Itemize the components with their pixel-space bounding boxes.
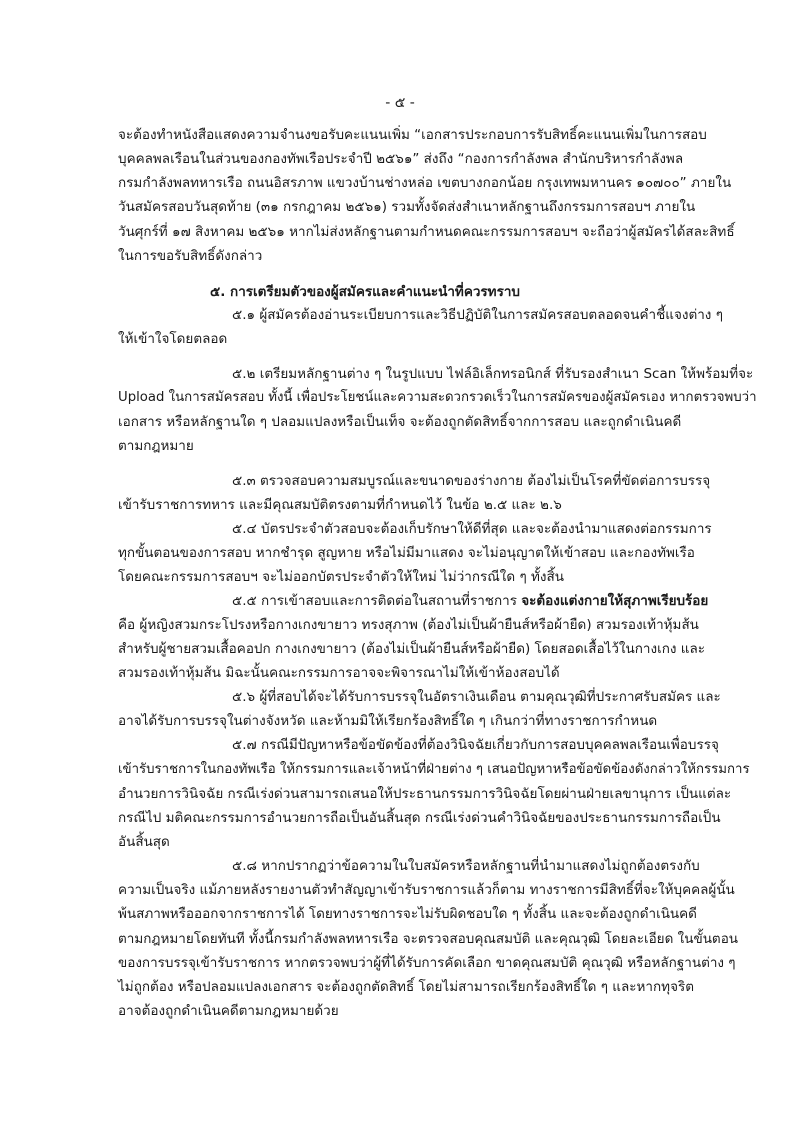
item-5-5-line: คือ ผู้หญิงสวมกระโปรงหรือกางเกงขายาว ทรงสุภาพ (ต้องไม่เป็นผ้ายืนส์หรือผ้ายืด) สวมรองเท้าหุ้มส้น — [118, 616, 699, 633]
item-5-8-line: ๕.๘ หากปรากฏว่าข้อความในใบสมัครหรือหลักฐานที่นำมาแสดงไม่ถูกต้องตรงกับ — [232, 858, 700, 875]
item-5-8-line: ความเป็นจริง แม้ภายหลังรายงานตัวทำสัญญาเข้ารับราชการแล้วก็ตาม ทางราชการมีสิทธิ์ที่จะให้บุคคลผู้นั้น — [118, 882, 735, 899]
intro-line: ในการขอรับสิทธิ์ดังกล่าว — [118, 247, 263, 264]
item-5-4-line: ทุกขั้นตอนของการสอบ หากชำรุด สูญหาย หรือไม่มีมาแสดง จะไม่อนุญาตให้เข้าสอบ และกองทัพเรือ — [118, 545, 695, 562]
item-5-8-line: ตามกฎหมายโดยทันที ทั้งนี้กรมกำลังพลทหารเรือ จะตรวจสอบคุณสมบัติ และคุณวุฒิ โดยละเอียด ในขั้นตอน — [118, 930, 739, 947]
item-5-5-first-line — [232, 590, 708, 612]
item-5-2-line: ตามกฎหมาย — [118, 438, 194, 455]
intro-line: จะต้องทำหนังสือแสดงความจำนงขอรับคะแนนเพิ่ม “เอกสารประกอบการรับสิทธิ์คะแนนเพิ่มในการสอบ — [118, 127, 707, 143]
item-5-1-line: ให้เข้าใจโดยตลอด — [118, 331, 228, 347]
intro-line: บุคคลพลเรือนในส่วนของกองทัพเรือประจำปี ๒๕๖๑” ส่งถึง “กองการกำลังพล สำนักบริหารกำลังพล — [118, 151, 684, 168]
intro-line: วันศุกร์ที่ ๑๗ สิงหาคม ๒๕๖๑ หากไม่ส่งหลักฐานตามกำหนดคณะกรรมการสอบฯ จะถือว่าผู้สมัครได้สละสิทธิ์ — [118, 223, 735, 240]
item-5-1-line: ๕.๑ ผู้สมัครต้องอ่านระเบียบการและวิธีปฏิบัติในการสมัครสอบตลอดจนคำชี้แจงต่าง ๆ — [232, 306, 723, 323]
item-5-7-line: กรณีไป มติคณะกรรมการอำนวยการถือเป็นอันสิ้นสุด กรณีเร่งด่วนคำวินิจฉัยของประธานกรรมการถือเป็น — [118, 809, 721, 826]
item-5-8-line: ไม่ถูกต้อง หรือปลอมแปลงเอกสาร จะต้องถูกตัดสิทธิ์ โดยไม่สามารถเรียกร้องสิทธิ์ใด ๆ และหากทุจริต — [118, 978, 694, 995]
item-5-3-line: ๕.๓ ตรวจสอบความสมบูรณ์และขนาดของร่างกาย ต้องไม่เป็นโรคที่ขัดต่อการบรรจุ — [232, 472, 711, 489]
item-5-5-emphasis: จะต้องแต่งกายให้สุภาพเรียบร้อย — [521, 592, 709, 609]
item-5-5-text: ๕.๕ การเข้าสอบและการติดต่อในสถานที่ราชการ — [232, 592, 522, 609]
item-5-7-line: อันสิ้นสุด — [118, 834, 170, 851]
item-5-7-line: อำนวยการวินิจฉัย กรณีเร่งด่วนสามารถเสนอให้ประธานกรรมการวินิจฉัยโดยผ่านฝ่ายเลขานุการ เป็นแต่ละ — [118, 785, 732, 802]
item-5-4-line: ๕.๔ บัตรประจำตัวสอบจะต้องเก็บรักษาให้ดีที่สุด และจะต้องนำมาแสดงต่อกรรมการ — [232, 521, 712, 537]
item-5-5-line: สวมรองเท้าหุ้มส้น มิฉะนั้นคณะกรรมการอาจจะพิจารณาไม่ให้เข้าห้องสอบได้ — [118, 665, 560, 682]
page-number: - ๕ - — [385, 95, 415, 111]
item-5-7-line: เข้ารับราชการในกองทัพเรือ ให้กรรมการและเจ้าหน้าที่ฝ่ายต่าง ๆ เสนอปัญหาหรือข้อขัดข้องดังกล่าวให้กรรมการ — [118, 761, 750, 777]
intro-line: กรมกำลังพลทหารเรือ ถนนอิสรภาพ แขวงบ้านช่างหล่อ เขตบางกอกน้อย กรุงเทพมหานคร ๑๐๗๐๐” ภายใน — [118, 175, 732, 192]
item-5-7-line: ๕.๗ กรณีมีปัญหาหรือข้อขัดข้องที่ต้องวินิจฉัยเกี่ยวกับการสอบบุคคลพลเรือนเพื่อบรรจุ — [232, 737, 719, 754]
item-5-3-line: เข้ารับราชการทหาร และมีคุณสมบัติตรงตามที่กำหนดไว้ ในข้อ ๒.๕ และ ๒.๖ — [118, 496, 562, 513]
item-5-8-line: ของการบรรจุเข้ารับราชการ หากตรวจพบว่าผู้ที่ได้รับการคัดเลือก ขาดคุณสมบัติ คุณวุฒิ หรือหลักฐานต่าง ๆ — [118, 954, 736, 971]
intro-line: วันสมัครสอบวันสุดท้าย (๓๑ กรกฎาคม ๒๕๖๑) รวมทั้งจัดส่งสำเนาหลักฐานถึงกรรมการสอบฯ ภายใน — [118, 199, 696, 216]
item-5-4-line: โดยคณะกรรมการสอบฯ จะไม่ออกบัตรประจำตัวให้ใหม่ ไม่ว่ากรณีใด ๆ ทั้งสิ้น — [118, 569, 564, 586]
item-5-8-line: พ้นสภาพหรือออกจากราชการได้ โดยทางราชการจะไม่รับผิดชอบใด ๆ ทั้งสิ้น และจะต้องถูกดำเนินคดี — [118, 906, 697, 923]
item-5-2-line: Upload ในการสมัครสอบ ทั้งนี้ เพื่อประโยชน์และความสะดวกรวดเร็วในการสมัครของผู้สมัครเอง หากตรวจพบว่า — [118, 390, 757, 406]
section-heading: ๕. การเตรียมตัวของผู้สมัครและคำแนะนำที่ควรทราบ — [210, 283, 520, 300]
item-5-6-line: อาจได้รับการบรรจุในต่างจังหวัด และห้ามมิให้เรียกร้องสิทธิ์ใด ๆ เกินกว่าที่ทางราชการกำหนด — [118, 713, 658, 730]
item-5-5-line: สำหรับผู้ชายสวมเสื้อคอปก กางเกงขายาว (ต้องไม่เป็นผ้ายืนส์หรือผ้ายืด) โดยสอดเสื้อไว้ในกางเกง และ — [118, 640, 705, 657]
item-5-8-line: อาจต้องถูกดำเนินคดีตามกฎหมายด้วย — [118, 1003, 339, 1019]
item-5-2-line: ๕.๒ เตรียมหลักฐานต่าง ๆ ในรูปแบบ ไฟล์อิเล็กทรอนิกส์ ที่รับรองสำเนา Scan ให้พร้อมที่จะ — [232, 366, 754, 383]
item-5-2-line: เอกสาร หรือหลักฐานใด ๆ ปลอมแปลงหรือเป็นเท็จ จะต้องถูกตัดสิทธิ์จากการสอบ และถูกดำเนินคดี — [118, 414, 682, 431]
item-5-6-line: ๕.๖ ผู้ที่สอบได้จะได้รับการบรรจุในอัตราเงินเดือน ตามคุณวุฒิที่ประกาศรับสมัคร และ — [232, 689, 721, 706]
